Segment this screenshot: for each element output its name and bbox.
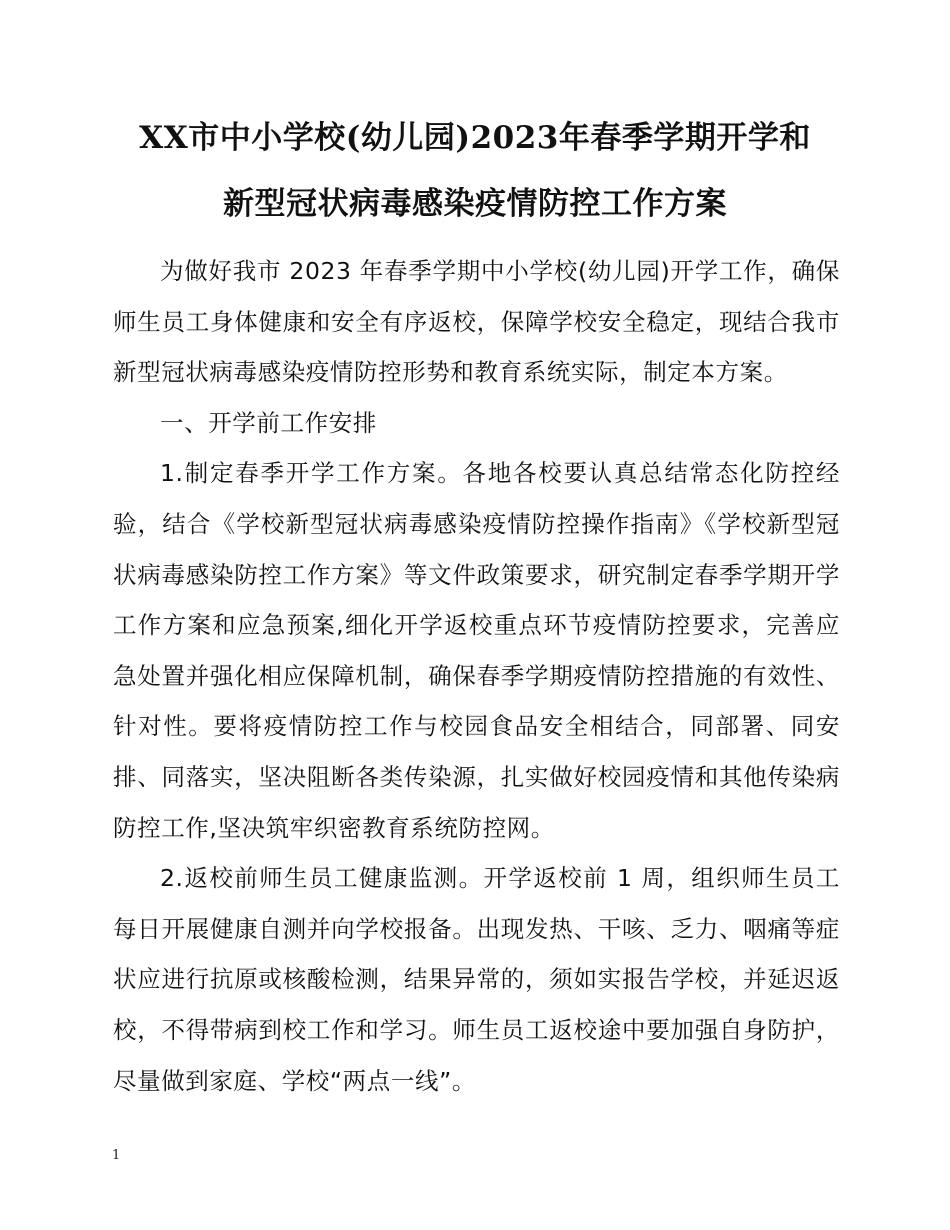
paragraph-item-1: 1.制定春季开学工作方案。各地各校要认真总结常态化防控经验，结合《学校新型冠状病毒感染疫情防控操作指南》《学校新型冠状病毒感染防控工作方案》等文件政策要求，研究制定春季学期开学工作方案和应急预案,细化开学返校重点环节疫情防控要求，完善应急处置并强化相应保障机制，确保春季学期疫情防控措施的有效性、针对性。要将疫情防控工作与校园食品安全相结合，同部署、同安排、同落实，坚决阻断各类传染源，扎实做好校园疫情和其他传染病防控工作,坚决筑牢织密教育系统防控网。 — [113, 459, 840, 842]
intro-paragraph: 为做好我市 2023 年春季学期中小学校(幼儿园)开学工作，确保师生员工身体健康和安全有序返校，保障学校安全稳定，现结合我市新型冠状病毒感染疫情防控形势和教育系统实际，制定本方案。 — [113, 257, 840, 387]
page-number: 1 — [112, 1148, 121, 1163]
title-line-1: XX市中小学校(幼儿园)2023年春季学期开学和 — [139, 120, 811, 156]
document-title — [110, 105, 840, 237]
document-body — [113, 246, 840, 1106]
section-heading: 一、开学前工作安排 — [160, 408, 377, 437]
paragraph-item-2: 2.返校前师生员工健康监测。开学返校前 1 周，组织师生员工每日开展健康自测并向学校报备。出现发热、干咳、乏力、咽痛等症状应进行抗原或核酸检测，结果异常的，须如实报告学校，并延迟返校，不得带病到校工作和学习。师生员工返校途中要加强自身防护，尽量做到家庭、学校“两点一线”。 — [113, 864, 840, 1095]
title-line-2: 新型冠状病毒感染疫情防控工作方案 — [223, 186, 727, 222]
